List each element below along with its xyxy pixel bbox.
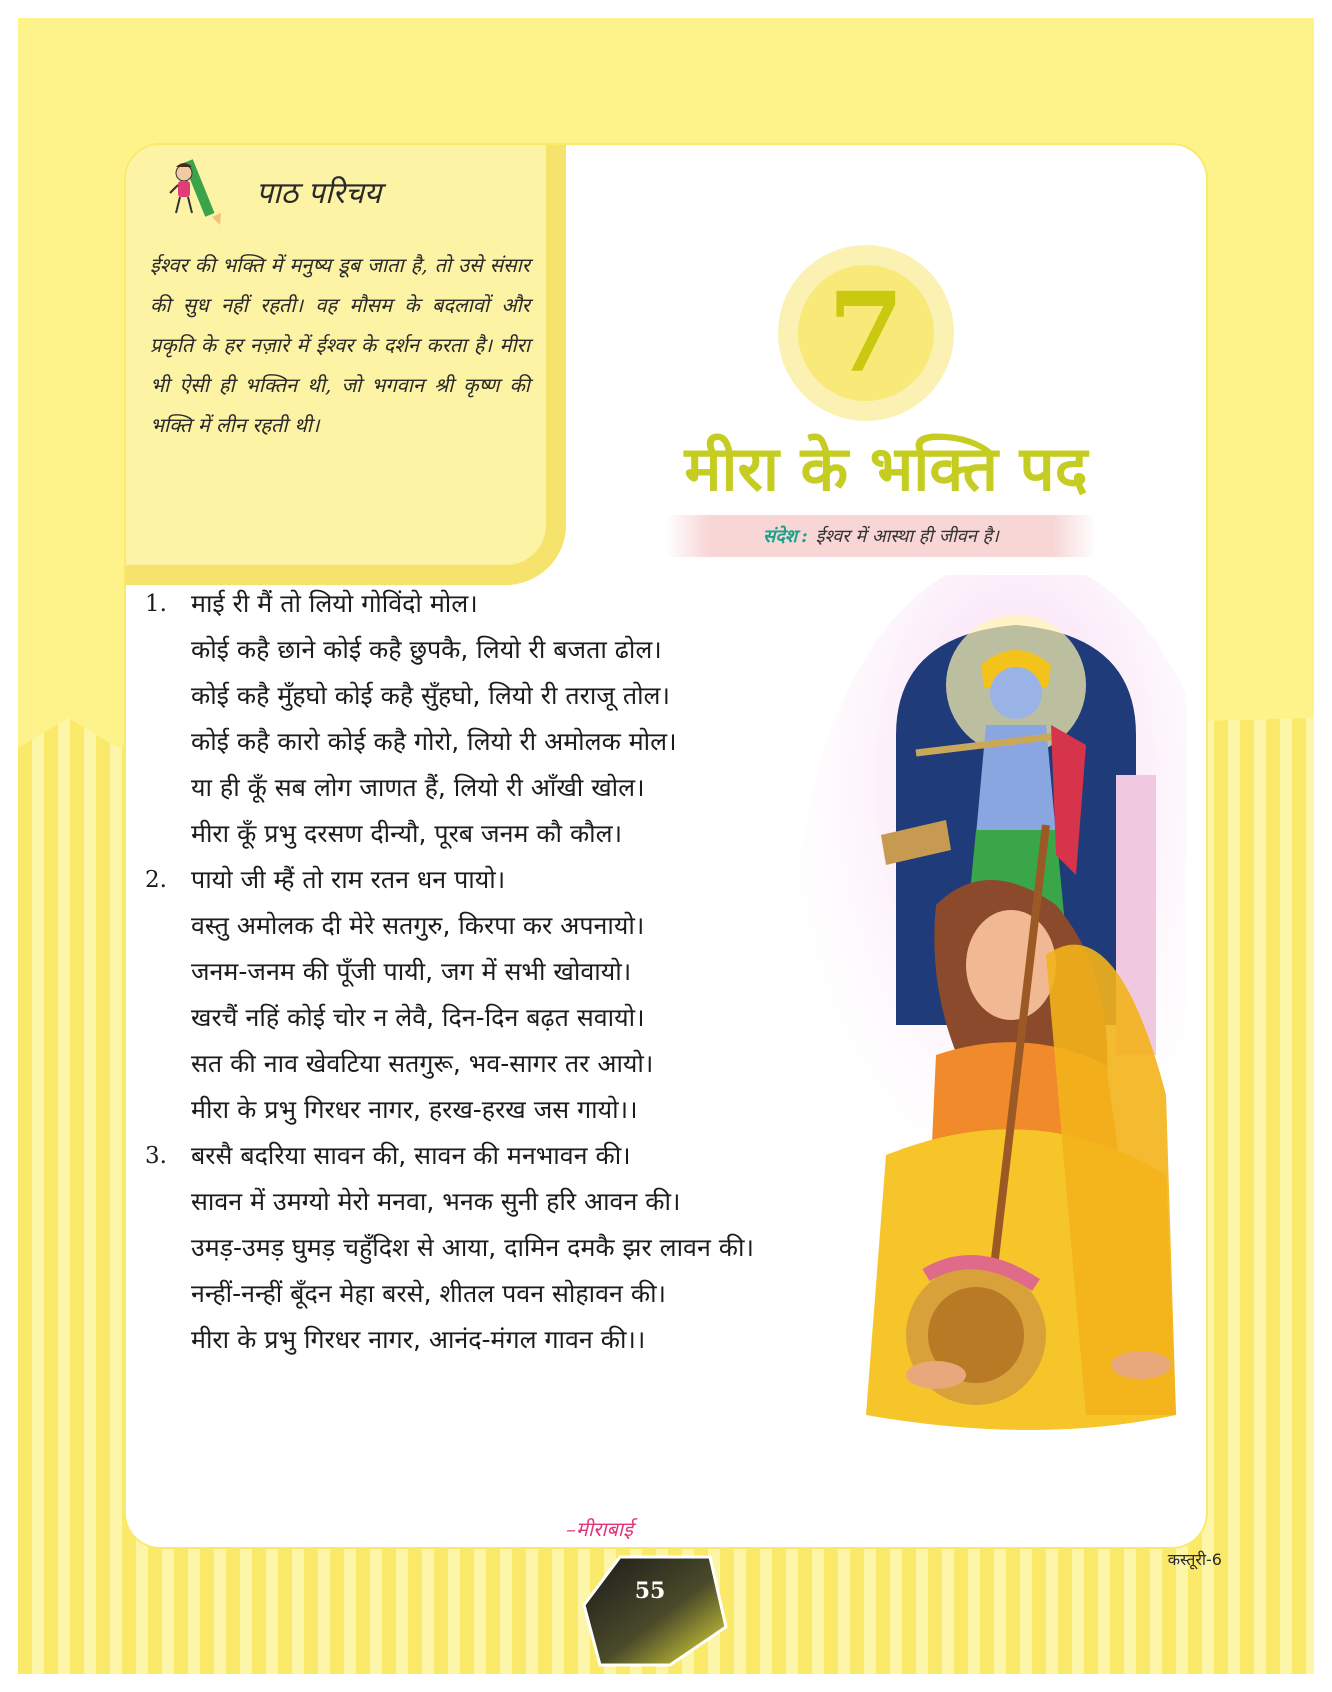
- stanza-number: 1.: [145, 591, 167, 617]
- poem-line-text: कोई कहै मुँहघो कोई कहै सुँहघो, लियो री तराजू तोल।: [191, 681, 670, 710]
- poem-author: –मीराबाई: [566, 1517, 633, 1541]
- message-separator: :: [801, 525, 808, 547]
- poem-line: [136, 949, 916, 995]
- poem-line-text: मीरा के प्रभु गिरधर नागर, हरख-हरख जस गायो।।: [191, 1095, 638, 1124]
- poem-line-text: मीरा के प्रभु गिरधर नागर, आनंद-मंगल गावन की।।: [191, 1325, 646, 1354]
- poem-line-text: वस्तु अमोलक दी मेरे सतगुरु, किरपा कर अपनायो।: [191, 911, 645, 940]
- message-banner: [666, 515, 1096, 557]
- poem-line-text: सत की नाव खेवटिया सतगुरू, भव-सागर तर आयो।: [191, 1049, 654, 1078]
- girl-with-pencil-icon: [166, 155, 236, 227]
- intro-heading: पाठ परिचय: [256, 175, 382, 211]
- poem-line-text: बरसै बदरिया सावन की, सावन की मनभावन की।: [191, 1141, 631, 1170]
- poem-line: [136, 903, 916, 949]
- poem-line: [136, 1087, 916, 1133]
- message-label: संदेश: [763, 526, 798, 547]
- stanza-number: 2.: [145, 867, 167, 893]
- stanza-2: [136, 857, 916, 1133]
- poem-line: [136, 719, 916, 765]
- poem-line-text: नन्हीं-नन्हीं बूँदन मेहा बरसे, शीतल पवन सोहावन की।: [191, 1279, 667, 1308]
- poem-line-text: माई री मैं तो लियो गोविंदो मोल।: [191, 589, 478, 618]
- poem-line: [136, 995, 916, 1041]
- chapter-number-circle: [798, 265, 934, 401]
- chapter-number-badge: [778, 245, 954, 421]
- poem-line-text: या ही कूँ सब लोग जाणत हैं, लियो री आँखी खोल।: [191, 773, 645, 802]
- page-number: 55: [634, 1578, 666, 1604]
- poem-line: [136, 581, 916, 627]
- page-number-badge: [580, 1555, 730, 1667]
- content-card: [126, 145, 1206, 1547]
- poem-line: [136, 1133, 916, 1179]
- poem-line-text: उमड़-उमड़ घुमड़ चहुँदिश से आया, दामिन दमकै झर लावन की।: [191, 1233, 754, 1262]
- poem-line: [136, 1041, 916, 1087]
- stanza-3: [136, 1133, 916, 1363]
- poem-line-text: सावन में उमग्यो मेरो मनवा, भनक सुनी हरि आवन की।: [191, 1187, 681, 1216]
- poem-line: [136, 811, 916, 857]
- poem-line: [136, 1271, 916, 1317]
- poem-line-text: कोई कहै कारो कोई कहै गोरो, लियो री अमोलक मोल।: [191, 727, 677, 756]
- stanza-number: 3.: [145, 1143, 167, 1169]
- poem: [136, 581, 916, 1363]
- poem-line-text: कोई कहै छाने कोई कहै छुपकै, लियो री बजता ढोल।: [191, 635, 662, 664]
- poem-line: [136, 673, 916, 719]
- chapter-title: मीरा के भक्ति पद: [684, 432, 1088, 505]
- intro-text: ईश्वर की भक्ति में मनुष्य डूब जाता है, तो उसे संसार की सुध नहीं रहती। वह मौसम के बदलावों और प्रकृति के हर नज़ारे में ईश्वर के दर्शन करता है। मीरा भी ऐसी ही भक्तिन थी, जो भगवान श्री कृष्ण की भक्ति में लीन रहती थी।: [150, 253, 530, 437]
- intro-heading-row: [166, 155, 381, 227]
- lesson-intro-box: [126, 145, 566, 585]
- poem-line-text: खरचैं नहिं कोई चोर न लेवै, दिन-दिन बढ़त सवायो।: [191, 1003, 645, 1032]
- chapter-number: 7: [827, 268, 905, 397]
- poem-line-text: पायो जी म्हैं तो राम रतन धन पायो।: [191, 865, 506, 894]
- poem-line: [136, 765, 916, 811]
- poem-line-text: मीरा कूँ प्रभु दरसण दीन्यौ, पूरब जनम कौ कौल।: [191, 819, 623, 848]
- poem-line: [136, 1225, 916, 1271]
- poem-line: [136, 1317, 916, 1363]
- poem-line-text: जनम-जनम की पूँजी पायी, जग में सभी खोवायो।: [191, 957, 632, 986]
- message-text: ईश्वर में आस्था ही जीवन है।: [815, 526, 999, 547]
- stanza-1: [136, 581, 916, 857]
- book-name: कस्तूरी-6: [1167, 1550, 1222, 1569]
- poem-line: [136, 1179, 916, 1225]
- poem-line: [136, 857, 916, 903]
- poem-line: [136, 627, 916, 673]
